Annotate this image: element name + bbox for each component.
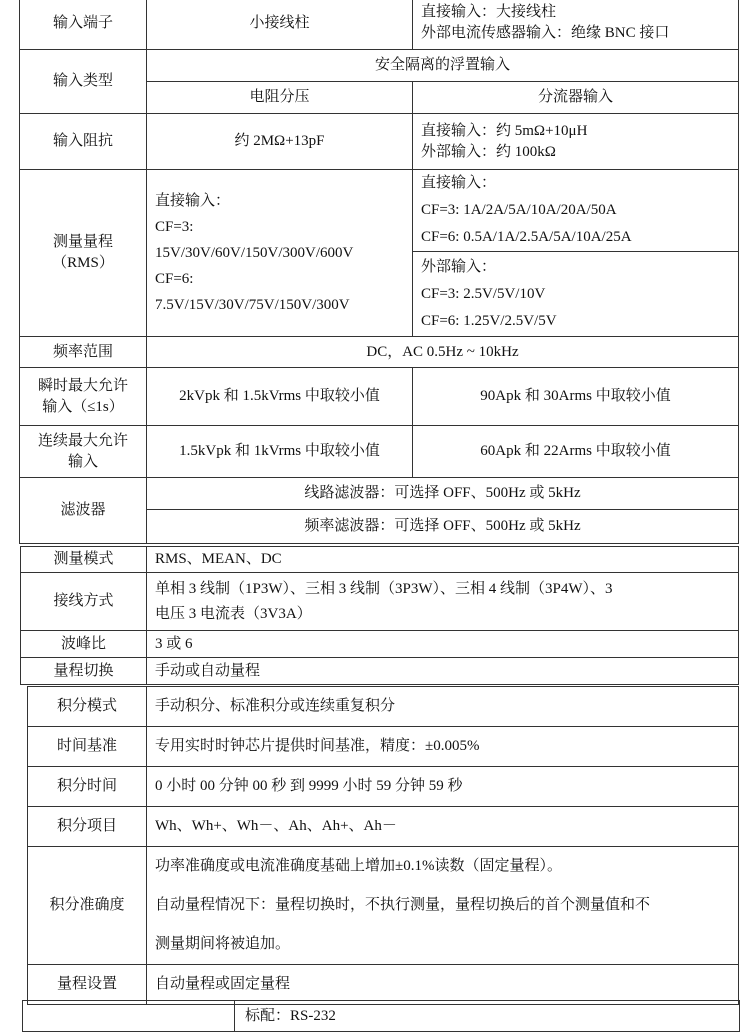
table-row — [20, 337, 739, 368]
text-line: CF=3: — [155, 219, 194, 235]
text-line: 直接输入：大接线柱 — [421, 4, 557, 20]
crest-factor-value: 3 或 6 — [147, 631, 739, 658]
table-row — [28, 687, 739, 727]
crest-factor-label: 波峰比 — [21, 631, 147, 658]
integration-time-label: 积分时间 — [28, 767, 147, 807]
frequency-label: 频率范围 — [20, 337, 147, 368]
wiring-value — [147, 573, 739, 631]
wiring-label: 接线方式 — [21, 573, 147, 631]
input-spec-table — [19, 0, 739, 544]
continuous-max-voltage: 1.5kVpk 和 1kVrms 中取较小值 — [147, 426, 413, 478]
table-row — [20, 426, 739, 478]
input-type-current: 分流器输入 — [413, 82, 739, 114]
text-line: 外部输入： — [421, 258, 497, 275]
measure-mode-label: 测量模式 — [21, 547, 147, 573]
text-line: 直接输入： — [421, 175, 497, 191]
text-line: 单相 3 线制（1P3W）、三相 3 线制（3P3W）、三相 4 线制（3P4W）、3 — [155, 580, 613, 597]
table-row — [21, 631, 739, 658]
time-base-label: 时间基准 — [28, 727, 147, 767]
text-line: 瞬时最大允许 — [37, 377, 128, 394]
bottom-table-divider — [234, 1001, 235, 1031]
input-terminal-voltage: 小接线柱 — [147, 0, 413, 50]
bottom-table-fragment — [22, 1000, 740, 1032]
input-type-label: 输入类型 — [20, 50, 147, 114]
integration-accuracy-label: 积分准确度 — [28, 847, 147, 965]
text-line: 外部电流传感器输入：绝缘 BNC 接口 — [421, 25, 670, 41]
text-line: （RMS） — [52, 255, 114, 271]
range-setting-value: 自动量程或固定量程 — [147, 965, 739, 1005]
table-row — [21, 573, 739, 631]
text-line: CF=3: 1A/2A/5A/10A/20A/50A — [421, 202, 617, 218]
table-row — [21, 658, 739, 685]
filter-freq: 频率滤波器：可选择 OFF、500Hz 或 5kHz — [147, 510, 739, 544]
text-line: CF=6: 0.5A/1A/2.5A/5A/10A/25A — [421, 229, 632, 245]
table-row — [28, 767, 739, 807]
text-line: 直接输入： — [155, 193, 231, 209]
instant-max-label — [20, 368, 147, 426]
input-terminal-label: 输入端子 — [20, 0, 147, 50]
text-line: 测量量程 — [52, 234, 113, 250]
input-terminal-current — [413, 0, 739, 50]
range-label — [20, 170, 147, 337]
impedance-current — [413, 114, 739, 170]
integration-time-value: 0 小时 00 分钟 00 秒 到 9999 小时 59 分钟 59 秒 — [147, 767, 739, 807]
text-line: CF=6: — [155, 271, 194, 287]
integration-mode-label: 积分模式 — [28, 687, 147, 727]
measure-mode-value: RMS、MEAN、DC — [147, 547, 739, 573]
range-setting-label: 量程设置 — [28, 965, 147, 1005]
measure-spec-table — [20, 546, 739, 685]
text-line: 自动量程情况下：量程切换时，不执行测量，量程切换后的首个测量值和不 — [155, 897, 651, 913]
table-row — [20, 478, 739, 510]
instant-max-current: 90Apk 和 30Arms 中取较小值 — [413, 368, 739, 426]
integration-items-value: Wh、Wh+、Wh－、Ah、Ah+、Ah－ — [147, 807, 739, 847]
table-row — [21, 547, 739, 573]
table-row — [20, 0, 739, 50]
frequency-value: DC，AC 0.5Hz ~ 10kHz — [147, 337, 739, 368]
text-line: 输入（≤1s） — [42, 398, 124, 415]
table-row — [28, 807, 739, 847]
impedance-label: 输入阻抗 — [20, 114, 147, 170]
table-row — [28, 847, 739, 965]
text-line: 15V/30V/60V/150V/300V/600V — [155, 245, 354, 261]
text-line: 电压 3 电流表（3V3A） — [155, 605, 312, 622]
table-row — [28, 965, 739, 1005]
integration-items-label: 积分项目 — [28, 807, 147, 847]
text-line: 测量期间将被追加。 — [155, 936, 291, 952]
filter-line: 线路滤波器：可选择 OFF、500Hz 或 5kHz — [147, 478, 739, 510]
text-line: 功率准确度或电流准确度基础上增加±0.1%读数（固定量程）。 — [155, 858, 562, 874]
input-type-voltage: 电阻分压 — [147, 82, 413, 114]
continuous-max-current: 60Apk 和 22Arms 中取较小值 — [413, 426, 739, 478]
table-row — [20, 368, 739, 426]
range-voltage — [147, 170, 413, 337]
integration-accuracy-value — [147, 847, 739, 965]
bottom-table-partial-text: 标配：RS-232 — [245, 1008, 336, 1024]
text-line: 连续最大允许 — [37, 432, 128, 449]
table-row — [28, 727, 739, 767]
range-switch-value: 手动或自动量程 — [147, 658, 739, 685]
table-row — [20, 170, 739, 252]
input-type-common: 安全隔离的浮置输入 — [147, 50, 739, 82]
text-line: 输入 — [67, 453, 98, 470]
continuous-max-label — [20, 426, 147, 478]
text-line: 外部输入：约 100kΩ — [421, 143, 556, 160]
text-line: CF=3: 2.5V/5V/10V — [421, 285, 546, 302]
range-current-external — [413, 252, 739, 337]
integration-spec-table — [27, 686, 739, 1005]
text-line: CF=6: 1.25V/2.5V/5V — [421, 312, 557, 329]
filter-label: 滤波器 — [20, 478, 147, 544]
time-base-value: 专用实时时钟芯片提供时间基准，精度：±0.005% — [147, 727, 739, 767]
table-row — [20, 50, 739, 82]
range-current-direct — [413, 170, 739, 252]
range-switch-label: 量程切换 — [21, 658, 147, 685]
table-row — [20, 114, 739, 170]
instant-max-voltage: 2kVpk 和 1.5kVrms 中取较小值 — [147, 368, 413, 426]
impedance-voltage: 约 2MΩ+13pF — [147, 114, 413, 170]
text-line: 直接输入：约 5mΩ+10μH — [421, 122, 588, 139]
integration-mode-value: 手动积分、标准积分或连续重复积分 — [147, 687, 739, 727]
text-line: 7.5V/15V/30V/75V/150V/300V — [155, 297, 350, 313]
